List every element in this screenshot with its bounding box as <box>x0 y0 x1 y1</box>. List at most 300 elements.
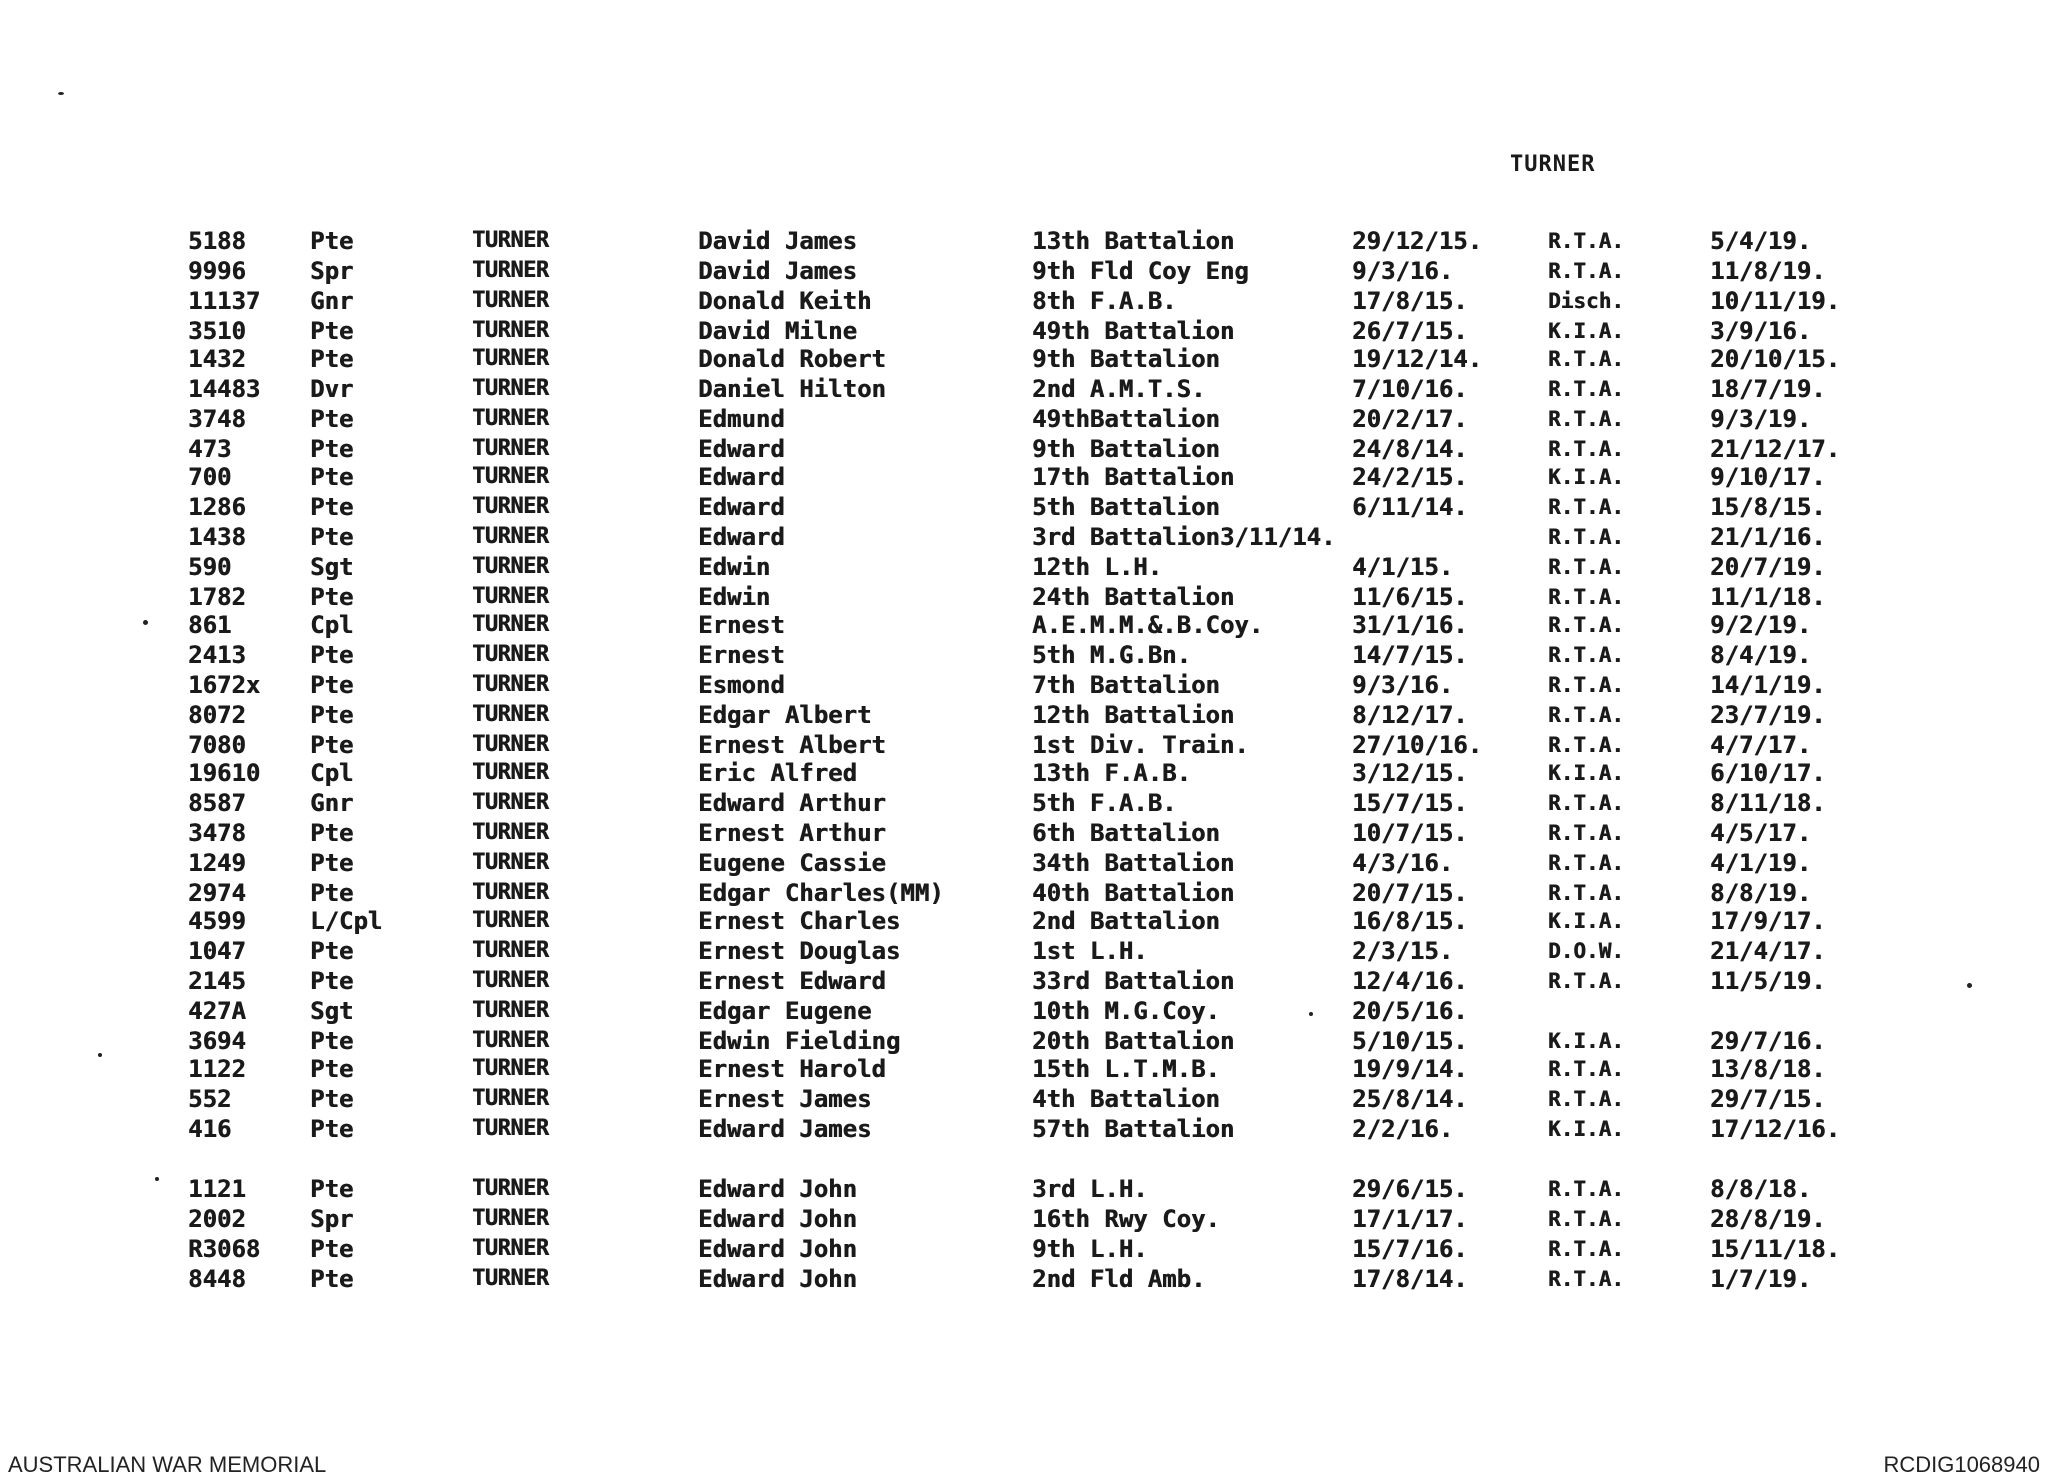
surname: TURNER <box>472 288 549 313</box>
enlistment-date: 25/8/14. <box>1352 1085 1468 1113</box>
enlistment-date: 15/7/16. <box>1352 1235 1468 1263</box>
service-number: R3068 <box>188 1235 261 1263</box>
unit: A.E.M.M.&.B.Coy. <box>1032 611 1264 639</box>
surname: TURNER <box>472 612 549 637</box>
surname: TURNER <box>472 1176 549 1201</box>
given-names: Edward John <box>698 1235 857 1263</box>
fate-date: 9/10/17. <box>1710 463 1826 491</box>
roll-row <box>0 286 2048 316</box>
unit: 8th F.A.B. <box>1032 287 1177 315</box>
unit: 7th Battalion <box>1032 671 1220 699</box>
enlistment-date: 4/3/16. <box>1352 849 1454 877</box>
unit: 17th Battalion <box>1032 463 1235 491</box>
fate-date: 13/8/18. <box>1710 1055 1826 1083</box>
service-number: 2413 <box>188 641 246 669</box>
fate: R.T.A. <box>1548 525 1624 549</box>
fate-date: 21/4/17. <box>1710 937 1826 965</box>
service-number: 3510 <box>188 317 246 345</box>
enlistment-date: 29/6/15. <box>1352 1175 1468 1203</box>
paper-speck <box>143 620 148 625</box>
service-number: 1286 <box>188 493 246 521</box>
fate: R.T.A. <box>1548 555 1624 579</box>
surname: TURNER <box>472 376 549 401</box>
roll-row <box>0 226 2048 256</box>
unit: 33rd Battalion <box>1032 967 1235 995</box>
surname: TURNER <box>472 436 549 461</box>
given-names: Edmund <box>698 405 785 433</box>
roll-row <box>0 610 2048 640</box>
enlistment-date: 7/10/16. <box>1352 375 1468 403</box>
fate: R.T.A. <box>1548 821 1624 845</box>
surname: TURNER <box>472 760 549 785</box>
fate: R.T.A. <box>1548 1207 1624 1231</box>
enlistment-date: 8/12/17. <box>1352 701 1468 729</box>
rank: Pte <box>310 849 354 877</box>
service-number: 1432 <box>188 345 246 373</box>
given-names: Edwin Fielding <box>698 1027 901 1055</box>
service-number: 1122 <box>188 1055 246 1083</box>
rank: Pte <box>310 405 354 433</box>
roll-row <box>0 788 2048 818</box>
given-names: Ernest Edward <box>698 967 886 995</box>
unit: 16th Rwy Coy. <box>1032 1205 1220 1233</box>
roll-row <box>0 1054 2048 1084</box>
fate: R.T.A. <box>1548 1177 1624 1201</box>
service-number: 5188 <box>188 227 246 255</box>
fate: K.I.A. <box>1548 1117 1624 1141</box>
fate-date: 18/7/19. <box>1710 375 1826 403</box>
fate: K.I.A. <box>1548 761 1624 785</box>
fate-date: 8/8/19. <box>1710 879 1812 907</box>
surname-heading: TURNER <box>1510 152 1596 177</box>
fate: R.T.A. <box>1548 1087 1624 1111</box>
service-number: 4599 <box>188 907 246 935</box>
fate-date: 1/7/19. <box>1710 1265 1812 1293</box>
rank: Pte <box>310 641 354 669</box>
paper-speck <box>1309 1012 1313 1016</box>
roll-row <box>0 434 2048 464</box>
fate: R.T.A. <box>1548 259 1624 283</box>
roll-row <box>0 522 2048 552</box>
given-names: Edward John <box>698 1175 857 1203</box>
given-names: Ernest <box>698 641 785 669</box>
enlistment-date: 20/5/16. <box>1352 997 1468 1025</box>
rank: Pte <box>310 345 354 373</box>
fate-date: 15/11/18. <box>1710 1235 1841 1263</box>
fate-date: 9/2/19. <box>1710 611 1812 639</box>
given-names: Edgar Albert <box>698 701 872 729</box>
fate: R.T.A. <box>1548 673 1624 697</box>
enlistment-date: 19/9/14. <box>1352 1055 1468 1083</box>
unit: 5th Battalion <box>1032 493 1220 521</box>
rank: Pte <box>310 227 354 255</box>
given-names: Edward <box>698 523 785 551</box>
surname: TURNER <box>472 494 549 519</box>
service-number: 416 <box>188 1115 232 1143</box>
enlistment-date: 17/8/14. <box>1352 1265 1468 1293</box>
given-names: Edward John <box>698 1265 857 1293</box>
given-names: Ernest James <box>698 1085 872 1113</box>
roll-row <box>0 700 2048 730</box>
surname: TURNER <box>472 318 549 343</box>
service-number: 9996 <box>188 257 246 285</box>
service-number: 19610 <box>188 759 261 787</box>
given-names: David James <box>698 257 857 285</box>
unit: 15th L.T.M.B. <box>1032 1055 1220 1083</box>
given-names: Eugene Cassie <box>698 849 886 877</box>
rank: Spr <box>310 257 354 285</box>
given-names: Donald Robert <box>698 345 886 373</box>
service-number: 3748 <box>188 405 246 433</box>
surname: TURNER <box>472 1236 549 1261</box>
service-number: 2974 <box>188 879 246 907</box>
paper-speck <box>58 92 64 95</box>
enlistment-date: 10/7/15. <box>1352 819 1468 847</box>
rank: Spr <box>310 1205 354 1233</box>
roll-row <box>0 730 2048 760</box>
rank: Pte <box>310 1265 354 1293</box>
paper-speck <box>1967 983 1972 988</box>
enlistment-date: 15/7/15. <box>1352 789 1468 817</box>
service-number: 8448 <box>188 1265 246 1293</box>
service-number: 1672x <box>188 671 261 699</box>
fate: R.T.A. <box>1548 1057 1624 1081</box>
rank: Dvr <box>310 375 354 403</box>
roll-row <box>0 344 2048 374</box>
fate: R.T.A. <box>1548 851 1624 875</box>
rank: Pte <box>310 523 354 551</box>
enlistment-date: 2/2/16. <box>1352 1115 1454 1143</box>
rank: Sgt <box>310 997 354 1025</box>
surname: TURNER <box>472 524 549 549</box>
roll-row <box>0 1084 2048 1114</box>
unit: 2nd Fld Amb. <box>1032 1265 1206 1293</box>
given-names: Ernest Charles <box>698 907 901 935</box>
service-number: 8072 <box>188 701 246 729</box>
service-number: 1249 <box>188 849 246 877</box>
rank: Pte <box>310 1027 354 1055</box>
surname: TURNER <box>472 732 549 757</box>
institution-label: AUSTRALIAN WAR MEMORIAL <box>8 1452 327 1477</box>
fate-date: 17/12/16. <box>1710 1115 1841 1143</box>
unit: 49th Battalion <box>1032 317 1235 345</box>
given-names: Edwin <box>698 583 771 611</box>
enlistment-date: 31/1/16. <box>1352 611 1468 639</box>
unit: 1st L.H. <box>1032 937 1148 965</box>
fate-date: 3/9/16. <box>1710 317 1812 345</box>
unit: 9th Battalion <box>1032 345 1220 373</box>
given-names: Esmond <box>698 671 785 699</box>
enlistment-date: 14/7/15. <box>1352 641 1468 669</box>
unit: 2nd Battalion <box>1032 907 1220 935</box>
fate: D.O.W. <box>1548 939 1624 963</box>
service-number: 2145 <box>188 967 246 995</box>
enlistment-date: 6/11/14. <box>1352 493 1468 521</box>
fate: R.T.A. <box>1548 495 1624 519</box>
unit: 3rd Battalion3/11/14. <box>1032 523 1336 551</box>
fate: K.I.A. <box>1548 465 1624 489</box>
given-names: Edgar Eugene <box>698 997 872 1025</box>
fate-date: 11/8/19. <box>1710 257 1826 285</box>
service-number: 1121 <box>188 1175 246 1203</box>
fate: Disch. <box>1548 289 1624 313</box>
fate-date: 6/10/17. <box>1710 759 1826 787</box>
enlistment-date: 3/12/15. <box>1352 759 1468 787</box>
fate-date: 17/9/17. <box>1710 907 1826 935</box>
unit: 9th Fld Coy Eng <box>1032 257 1249 285</box>
unit: 24th Battalion <box>1032 583 1235 611</box>
given-names: Edward Arthur <box>698 789 886 817</box>
unit: 3rd L.H. <box>1032 1175 1148 1203</box>
given-names: Edgar Charles(MM) <box>698 879 944 907</box>
rank: Pte <box>310 671 354 699</box>
roll-row <box>0 996 2048 1026</box>
service-number: 11137 <box>188 287 261 315</box>
paper-speck <box>98 1053 102 1057</box>
fate-date: 11/1/18. <box>1710 583 1826 611</box>
fate: R.T.A. <box>1548 613 1624 637</box>
unit: 40th Battalion <box>1032 879 1235 907</box>
fate: R.T.A. <box>1548 881 1624 905</box>
rank: Pte <box>310 731 354 759</box>
given-names: Eric Alfred <box>698 759 857 787</box>
service-number: 590 <box>188 553 232 581</box>
roll-row <box>0 1204 2048 1234</box>
surname: TURNER <box>472 1086 549 1111</box>
given-names: Ernest Douglas <box>698 937 901 965</box>
fate-date: 23/7/19. <box>1710 701 1826 729</box>
enlistment-date: 20/7/15. <box>1352 879 1468 907</box>
rank: Pte <box>310 493 354 521</box>
enlistment-date: 24/2/15. <box>1352 463 1468 491</box>
paper-speck <box>155 1177 159 1181</box>
surname: TURNER <box>472 346 549 371</box>
roll-row <box>0 374 2048 404</box>
rank: Cpl <box>310 611 354 639</box>
unit: 9th Battalion <box>1032 435 1220 463</box>
rank: Pte <box>310 879 354 907</box>
given-names: Ernest Albert <box>698 731 886 759</box>
given-names: Ernest Harold <box>698 1055 886 1083</box>
rank: Pte <box>310 1235 354 1263</box>
rank: Gnr <box>310 287 354 315</box>
service-number: 700 <box>188 463 232 491</box>
surname: TURNER <box>472 968 549 993</box>
fate: K.I.A. <box>1548 319 1624 343</box>
given-names: David James <box>698 227 857 255</box>
roll-row <box>0 404 2048 434</box>
rank: Pte <box>310 1175 354 1203</box>
fate-date: 8/11/18. <box>1710 789 1826 817</box>
unit: 9th L.H. <box>1032 1235 1148 1263</box>
rank: Pte <box>310 317 354 345</box>
surname: TURNER <box>472 672 549 697</box>
unit: 57th Battalion <box>1032 1115 1235 1143</box>
unit: 10th M.G.Coy. <box>1032 997 1220 1025</box>
surname: TURNER <box>472 554 549 579</box>
given-names: Edward James <box>698 1115 872 1143</box>
reference-number: RCDIG1068940 <box>1883 1452 2040 1477</box>
surname: TURNER <box>472 938 549 963</box>
enlistment-date: 19/12/14. <box>1352 345 1483 373</box>
enlistment-date: 29/12/15. <box>1352 227 1483 255</box>
enlistment-date: 16/8/15. <box>1352 907 1468 935</box>
fate: R.T.A. <box>1548 437 1624 461</box>
surname: TURNER <box>472 880 549 905</box>
given-names: Edward <box>698 435 785 463</box>
roll-row <box>0 1174 2048 1204</box>
rank: Pte <box>310 1115 354 1143</box>
enlistment-date: 17/8/15. <box>1352 287 1468 315</box>
surname: TURNER <box>472 1056 549 1081</box>
fate: R.T.A. <box>1548 407 1624 431</box>
enlistment-date: 11/6/15. <box>1352 583 1468 611</box>
given-names: Edward <box>698 463 785 491</box>
rank: Pte <box>310 583 354 611</box>
service-number: 14483 <box>188 375 261 403</box>
enlistment-date: 17/1/17. <box>1352 1205 1468 1233</box>
rank: Pte <box>310 463 354 491</box>
roll-row <box>0 848 2048 878</box>
roll-row <box>0 492 2048 522</box>
given-names: Edward <box>698 493 785 521</box>
given-names: David Milne <box>698 317 857 345</box>
fate: R.T.A. <box>1548 733 1624 757</box>
surname: TURNER <box>472 1028 549 1053</box>
given-names: Edward John <box>698 1205 857 1233</box>
service-number: 1047 <box>188 937 246 965</box>
fate-date: 5/4/19. <box>1710 227 1812 255</box>
fate-date: 28/8/19. <box>1710 1205 1826 1233</box>
unit: 12th L.H. <box>1032 553 1163 581</box>
roll-row <box>0 1114 2048 1144</box>
service-number: 7080 <box>188 731 246 759</box>
service-number: 861 <box>188 611 232 639</box>
service-number: 427A <box>188 997 246 1025</box>
unit: 5th M.G.Bn. <box>1032 641 1191 669</box>
fate-date: 29/7/15. <box>1710 1085 1826 1113</box>
given-names: Edwin <box>698 553 771 581</box>
service-number: 473 <box>188 435 232 463</box>
fate-date: 10/11/19. <box>1710 287 1841 315</box>
surname: TURNER <box>472 584 549 609</box>
unit: 13th F.A.B. <box>1032 759 1191 787</box>
surname: TURNER <box>472 850 549 875</box>
unit: 5th F.A.B. <box>1032 789 1177 817</box>
roll-row <box>0 758 2048 788</box>
unit: 49thBattalion <box>1032 405 1220 433</box>
enlistment-date: 9/3/16. <box>1352 671 1454 699</box>
fate-date: 21/12/17. <box>1710 435 1841 463</box>
given-names: Donald Keith <box>698 287 872 315</box>
fate-date: 20/10/15. <box>1710 345 1841 373</box>
fate: K.I.A. <box>1548 1029 1624 1053</box>
fate: R.T.A. <box>1548 643 1624 667</box>
given-names: Ernest Arthur <box>698 819 886 847</box>
service-number: 1782 <box>188 583 246 611</box>
roll-row <box>0 1026 2048 1056</box>
enlistment-date: 9/3/16. <box>1352 257 1454 285</box>
roll-row <box>0 582 2048 612</box>
roll-row <box>0 1264 2048 1294</box>
enlistment-date: 24/8/14. <box>1352 435 1468 463</box>
fate-date: 9/3/19. <box>1710 405 1812 433</box>
unit: 34th Battalion <box>1032 849 1235 877</box>
unit: 13th Battalion <box>1032 227 1235 255</box>
surname: TURNER <box>472 228 549 253</box>
unit: 4th Battalion <box>1032 1085 1220 1113</box>
fate: R.T.A. <box>1548 347 1624 371</box>
fate-date: 21/1/16. <box>1710 523 1826 551</box>
rank: Pte <box>310 819 354 847</box>
surname: TURNER <box>472 464 549 489</box>
surname: TURNER <box>472 790 549 815</box>
unit: 1st Div. Train. <box>1032 731 1249 759</box>
enlistment-date: 26/7/15. <box>1352 317 1468 345</box>
surname: TURNER <box>472 702 549 727</box>
service-number: 8587 <box>188 789 246 817</box>
roll-row <box>0 936 2048 966</box>
roll-row <box>0 966 2048 996</box>
fate-date: 8/4/19. <box>1710 641 1812 669</box>
service-number: 552 <box>188 1085 232 1113</box>
roll-row <box>0 906 2048 936</box>
fate-date: 29/7/16. <box>1710 1027 1826 1055</box>
roll-row <box>0 462 2048 492</box>
fate-date: 4/5/17. <box>1710 819 1812 847</box>
rank: Pte <box>310 967 354 995</box>
unit: 12th Battalion <box>1032 701 1235 729</box>
rank: Pte <box>310 1085 354 1113</box>
fate-date: 8/8/18. <box>1710 1175 1812 1203</box>
fate: R.T.A. <box>1548 791 1624 815</box>
given-names: Daniel Hilton <box>698 375 886 403</box>
enlistment-date: 27/10/16. <box>1352 731 1483 759</box>
surname: TURNER <box>472 998 549 1023</box>
fate: R.T.A. <box>1548 585 1624 609</box>
rank: Gnr <box>310 789 354 817</box>
surname: TURNER <box>472 1266 549 1291</box>
fate: K.I.A. <box>1548 909 1624 933</box>
roll-row <box>0 256 2048 286</box>
roll-row <box>0 552 2048 582</box>
unit: 20th Battalion <box>1032 1027 1235 1055</box>
fate-date: 20/7/19. <box>1710 553 1826 581</box>
rank: L/Cpl <box>310 907 383 935</box>
unit: 2nd A.M.T.S. <box>1032 375 1206 403</box>
roll-row <box>0 878 2048 908</box>
fate-date: 4/7/17. <box>1710 731 1812 759</box>
surname: TURNER <box>472 908 549 933</box>
rank: Pte <box>310 701 354 729</box>
enlistment-date: 20/2/17. <box>1352 405 1468 433</box>
fate: R.T.A. <box>1548 377 1624 401</box>
roll-row <box>0 316 2048 346</box>
enlistment-date: 2/3/15. <box>1352 937 1454 965</box>
surname: TURNER <box>472 406 549 431</box>
service-number: 2002 <box>188 1205 246 1233</box>
fate: R.T.A. <box>1548 703 1624 727</box>
surname: TURNER <box>472 1116 549 1141</box>
enlistment-date: 12/4/16. <box>1352 967 1468 995</box>
rank: Pte <box>310 937 354 965</box>
surname: TURNER <box>472 1206 549 1231</box>
roll-row <box>0 1234 2048 1264</box>
roll-row <box>0 640 2048 670</box>
service-number: 3478 <box>188 819 246 847</box>
surname: TURNER <box>472 820 549 845</box>
fate: R.T.A. <box>1548 229 1624 253</box>
